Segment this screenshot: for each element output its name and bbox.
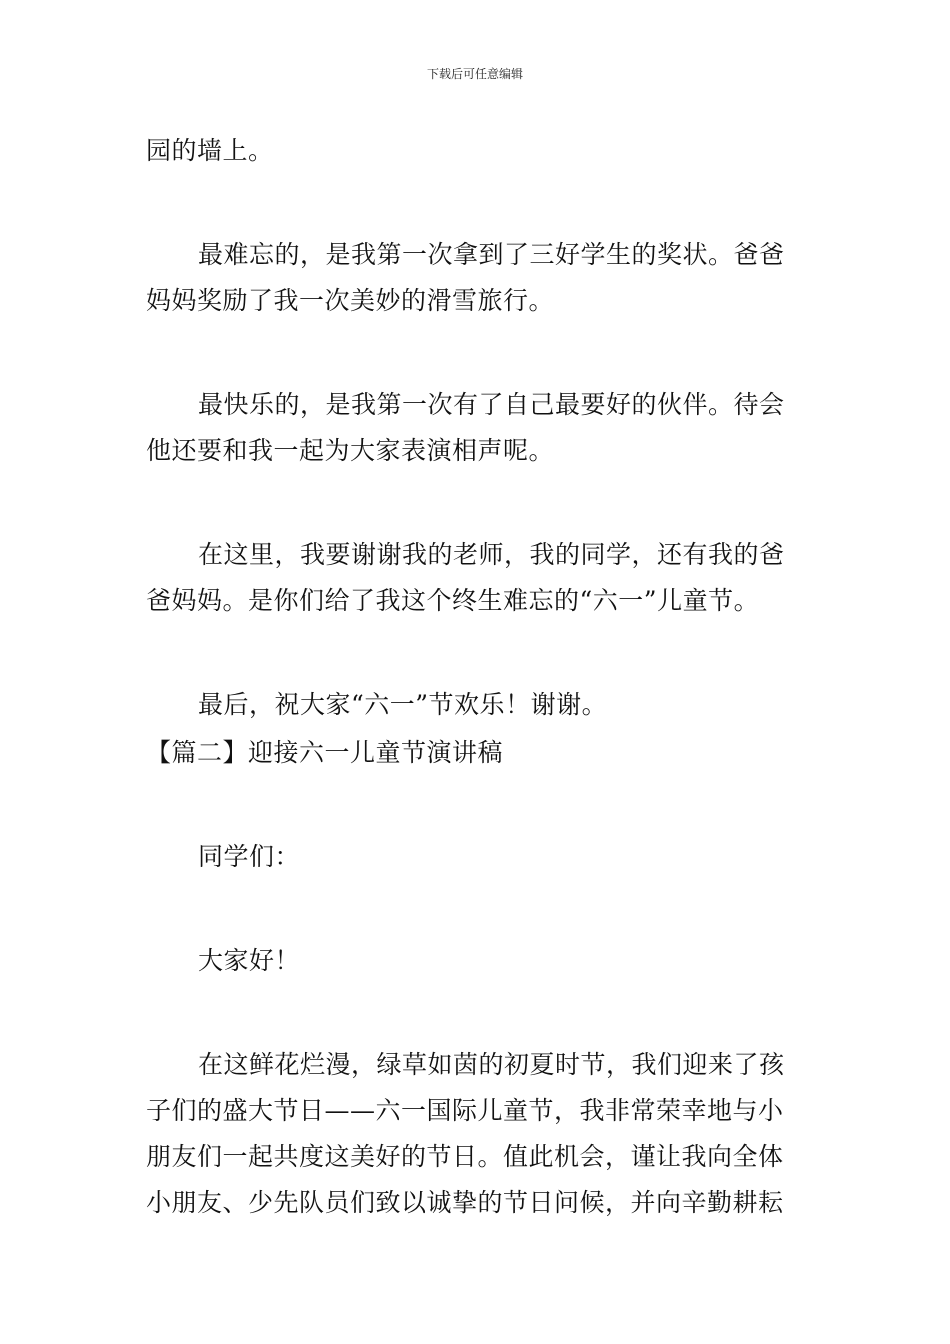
paragraph-line: 子们的盛大节日——六一国际儿童节，我非常荣幸地与小	[146, 1096, 784, 1125]
paragraph-line: 最快乐的，是我第一次有了自己最要好的伙伴。待会	[198, 390, 785, 419]
paragraph-line: 园的墙上。	[146, 136, 274, 165]
salutation: 同学们：	[198, 842, 301, 871]
paragraph-line: 妈妈奖励了我一次美妙的滑雪旅行。	[146, 286, 555, 315]
paragraph-line: 小朋友、少先队员们致以诚挚的节日问候，并向辛勤耕耘	[146, 1188, 784, 1217]
paragraph-line: 他还要和我一起为大家表演相声呢。	[146, 436, 555, 465]
section-title: 【篇二】迎接六一儿童节演讲稿	[146, 738, 504, 767]
paragraph-line: 在这鲜花烂漫，绿草如茵的初夏时节，我们迎来了孩	[198, 1050, 785, 1079]
paragraph-line: 最后，祝大家“六一”节欢乐！谢谢。	[198, 690, 608, 719]
paragraph-line: 爸妈妈。是你们给了我这个终生难忘的“六一”儿童节。	[146, 586, 760, 615]
page-header-note: 下载后可任意编辑	[426, 67, 523, 81]
document-body	[146, 128, 806, 1226]
paragraph-line: 在这里，我要谢谢我的老师，我的同学，还有我的爸	[198, 540, 785, 569]
paragraph-line: 最难忘的，是我第一次拿到了三好学生的奖状。爸爸	[198, 240, 785, 269]
paragraph-line: 朋友们一起共度这美好的节日。值此机会，谨让我向全体	[146, 1142, 784, 1171]
greeting: 大家好！	[198, 946, 301, 975]
